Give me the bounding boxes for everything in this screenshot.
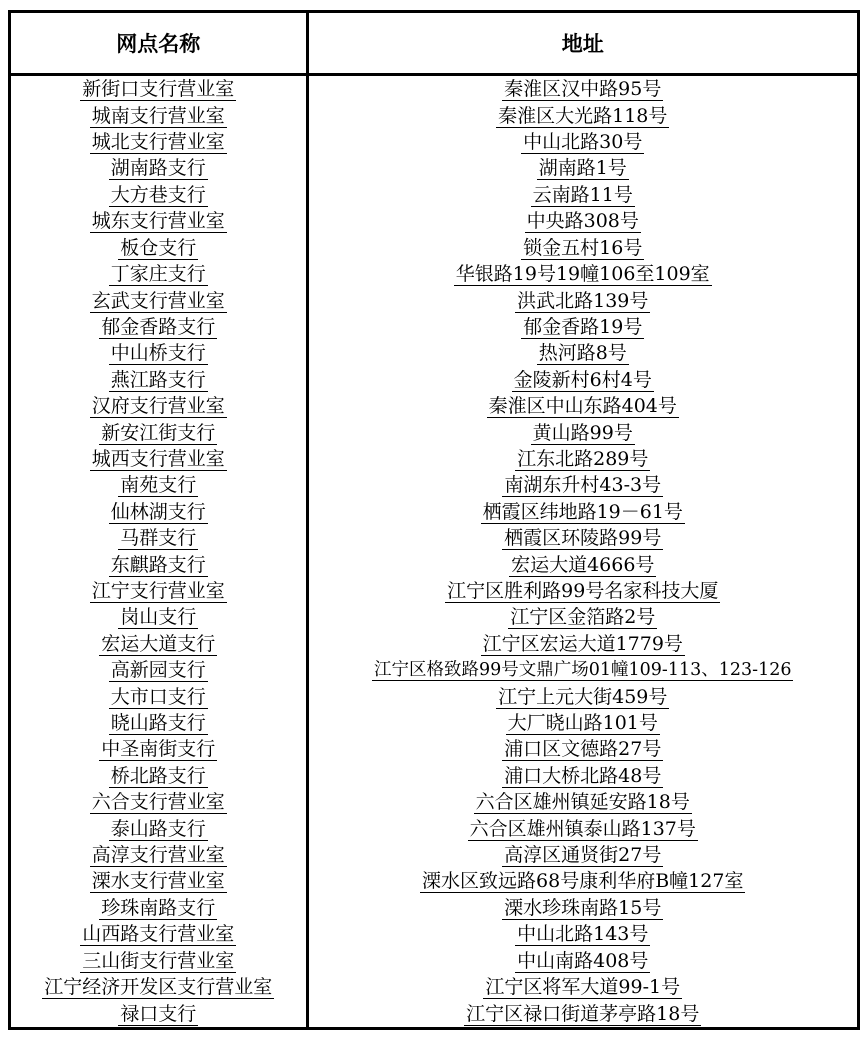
branch-name-cell xyxy=(11,551,307,577)
address-cell xyxy=(307,419,857,445)
branch-name: 中圣南街支行 xyxy=(101,738,216,761)
branch-address: 江宁上元大街459号 xyxy=(498,685,668,708)
branch-name-cell xyxy=(11,631,307,657)
branch-address: 秦淮区大光路118号 xyxy=(498,104,668,127)
address-cell xyxy=(307,683,857,709)
table-row xyxy=(11,129,857,155)
table-row xyxy=(11,287,857,313)
branch-name: 城南支行营业室 xyxy=(91,104,225,127)
branch-name: 中山桥支行 xyxy=(110,342,206,365)
address-cell xyxy=(307,815,857,841)
branch-address: 江东北路289号 xyxy=(517,447,649,470)
branch-name: 南苑支行 xyxy=(120,474,197,497)
branch-name-cell xyxy=(11,419,307,445)
branch-name-cell xyxy=(11,472,307,498)
branch-address: 江宁区格致路99号文鼎广场01幢109-113、123-126 xyxy=(374,660,792,681)
branch-name-cell xyxy=(11,710,307,736)
branch-name-cell xyxy=(11,102,307,128)
address-cell xyxy=(307,102,857,128)
table-row xyxy=(11,736,857,762)
address-cell xyxy=(307,947,857,973)
branch-address: 六合区雄州镇延安路18号 xyxy=(475,791,690,814)
table-row xyxy=(11,974,857,1000)
branch-address: 热河路8号 xyxy=(538,342,627,365)
header-branch-name: 网点名称 xyxy=(11,13,307,75)
branch-name: 城西支行营业室 xyxy=(91,447,225,470)
branch-name-cell xyxy=(11,155,307,181)
address-cell xyxy=(307,921,857,947)
address-cell xyxy=(307,736,857,762)
branch-address: 江宁区将军大道99-1号 xyxy=(485,976,681,999)
branch-address: 郁金香路19号 xyxy=(523,315,643,338)
branch-name-cell xyxy=(11,763,307,789)
branch-name-cell xyxy=(11,525,307,551)
branch-name-cell xyxy=(11,736,307,762)
table-row xyxy=(11,551,857,577)
branch-name: 溧水支行营业室 xyxy=(91,870,225,893)
branch-name-cell xyxy=(11,208,307,234)
branch-name: 禄口支行 xyxy=(120,1002,197,1025)
branch-name-cell xyxy=(11,129,307,155)
branch-address: 金陵新村6村4号 xyxy=(513,368,652,391)
table-row xyxy=(11,235,857,261)
branch-name: 晓山路支行 xyxy=(110,712,206,735)
branch-name-cell xyxy=(11,235,307,261)
branch-name: 东麒路支行 xyxy=(110,553,206,576)
branch-address: 南湖东升村43-3号 xyxy=(504,474,662,497)
branch-address: 溧水珍珠南路15号 xyxy=(504,896,662,919)
branch-name: 城北支行营业室 xyxy=(91,131,225,154)
branch-address: 黄山路99号 xyxy=(532,421,633,444)
address-cell xyxy=(307,578,857,604)
branch-address: 浦口区文德路27号 xyxy=(504,738,662,761)
header-row xyxy=(11,13,857,75)
table-row xyxy=(11,868,857,894)
branch-address: 中山南路408号 xyxy=(517,949,649,972)
branch-address: 江宁区胜利路99号名家科技大厦 xyxy=(447,579,719,602)
table-row xyxy=(11,182,857,208)
address-cell xyxy=(307,208,857,234)
header-address: 地址 xyxy=(307,13,857,75)
branch-address: 中央路308号 xyxy=(526,210,639,233)
branch-address: 中山北路30号 xyxy=(523,131,643,154)
address-cell xyxy=(307,446,857,472)
table-row xyxy=(11,525,857,551)
branch-name-cell xyxy=(11,815,307,841)
branch-address: 江宁区宏运大道1779号 xyxy=(482,632,683,655)
table-row xyxy=(11,578,857,604)
table-row xyxy=(11,710,857,736)
branch-name: 高新园支行 xyxy=(110,659,206,682)
branch-name-cell xyxy=(11,499,307,525)
address-cell xyxy=(307,842,857,868)
branch-name: 岗山支行 xyxy=(120,606,197,629)
table-row xyxy=(11,367,857,393)
branch-address: 云南路11号 xyxy=(532,183,633,206)
branch-name-cell xyxy=(11,657,307,683)
branch-name-cell xyxy=(11,604,307,630)
branch-address: 六合区雄州镇泰山路137号 xyxy=(469,817,696,840)
address-cell xyxy=(307,1000,857,1027)
address-cell xyxy=(307,895,857,921)
table-row xyxy=(11,1000,857,1027)
table-row xyxy=(11,763,857,789)
branch-name: 六合支行营业室 xyxy=(91,791,225,814)
table-row xyxy=(11,419,857,445)
branch-address: 湖南路1号 xyxy=(538,157,627,180)
table-row xyxy=(11,340,857,366)
branch-name: 仙林湖支行 xyxy=(110,500,206,523)
table-row xyxy=(11,842,857,868)
branch-name: 三山街支行营业室 xyxy=(82,949,235,972)
branch-name: 新安江街支行 xyxy=(101,421,216,444)
table-row xyxy=(11,314,857,340)
address-cell xyxy=(307,499,857,525)
branch-name: 郁金香路支行 xyxy=(101,315,216,338)
branch-address: 浦口大桥北路48号 xyxy=(504,764,662,787)
branch-name-cell xyxy=(11,842,307,868)
branch-name: 大方巷支行 xyxy=(110,183,206,206)
address-cell xyxy=(307,974,857,1000)
address-cell xyxy=(307,367,857,393)
table-row xyxy=(11,472,857,498)
table-row xyxy=(11,683,857,709)
address-cell xyxy=(307,235,857,261)
address-cell xyxy=(307,710,857,736)
address-cell xyxy=(307,763,857,789)
table-row xyxy=(11,789,857,815)
branch-table xyxy=(11,13,857,1027)
branch-address: 江宁区金箔路2号 xyxy=(510,606,656,629)
branch-name: 江宁支行营业室 xyxy=(91,579,225,602)
address-cell xyxy=(307,631,857,657)
address-cell xyxy=(307,129,857,155)
branch-address: 秦淮区中山东路404号 xyxy=(488,395,677,418)
branch-name-cell xyxy=(11,340,307,366)
branch-name-cell xyxy=(11,921,307,947)
branch-name-cell xyxy=(11,578,307,604)
branch-name-cell xyxy=(11,287,307,313)
branch-name-cell xyxy=(11,1000,307,1027)
branch-address: 宏运大道4666号 xyxy=(511,553,655,576)
branch-name-cell xyxy=(11,367,307,393)
branch-name: 湖南路支行 xyxy=(110,157,206,180)
address-cell xyxy=(307,472,857,498)
address-cell xyxy=(307,604,857,630)
address-cell xyxy=(307,657,857,683)
table-body xyxy=(11,75,857,1028)
address-cell xyxy=(307,182,857,208)
table-row xyxy=(11,261,857,287)
table-row xyxy=(11,75,857,103)
address-cell xyxy=(307,261,857,287)
branch-name-cell xyxy=(11,947,307,973)
address-cell xyxy=(307,155,857,181)
branch-name: 新街口支行营业室 xyxy=(82,78,235,101)
table-row xyxy=(11,631,857,657)
address-cell xyxy=(307,314,857,340)
table-row xyxy=(11,102,857,128)
branch-name-cell xyxy=(11,182,307,208)
table-row xyxy=(11,895,857,921)
table-row xyxy=(11,393,857,419)
table-row xyxy=(11,155,857,181)
address-cell xyxy=(307,789,857,815)
branch-name: 宏运大道支行 xyxy=(101,632,216,655)
table-row xyxy=(11,815,857,841)
branch-name: 城东支行营业室 xyxy=(91,210,225,233)
branch-name-cell xyxy=(11,446,307,472)
branch-address: 华银路19号19幢106至109室 xyxy=(455,263,710,286)
branch-name: 板仓支行 xyxy=(120,236,197,259)
address-cell xyxy=(307,525,857,551)
branch-name-cell xyxy=(11,789,307,815)
branch-name: 山西路支行营业室 xyxy=(82,923,235,946)
branch-address: 锁金五村16号 xyxy=(523,236,643,259)
branch-name-cell xyxy=(11,314,307,340)
branch-name-cell xyxy=(11,895,307,921)
table-row xyxy=(11,947,857,973)
branch-address: 江宁区禄口街道茅亭路18号 xyxy=(466,1002,700,1025)
branch-name: 玄武支行营业室 xyxy=(91,289,225,312)
branch-name-cell xyxy=(11,868,307,894)
address-cell xyxy=(307,868,857,894)
address-cell xyxy=(307,340,857,366)
table-row xyxy=(11,657,857,683)
branch-name: 燕江路支行 xyxy=(110,368,206,391)
branch-name-cell xyxy=(11,393,307,419)
branch-address: 高淳区通贤街27号 xyxy=(504,844,662,867)
branch-name: 桥北路支行 xyxy=(110,764,206,787)
branch-name: 汉府支行营业室 xyxy=(91,395,225,418)
branch-name-cell xyxy=(11,75,307,103)
table-row xyxy=(11,208,857,234)
branch-address: 栖霞区环陵路99号 xyxy=(504,527,662,550)
address-cell xyxy=(307,393,857,419)
branch-name: 丁家庄支行 xyxy=(110,263,206,286)
branch-name-cell xyxy=(11,261,307,287)
branch-address: 大厂晓山路101号 xyxy=(507,712,658,735)
branch-name: 高淳支行营业室 xyxy=(91,844,225,867)
branch-address: 栖霞区纬地路19－61号 xyxy=(482,500,683,523)
table-row xyxy=(11,499,857,525)
address-cell xyxy=(307,75,857,103)
branch-name: 泰山路支行 xyxy=(110,817,206,840)
branch-address: 溧水区致远路68号康利华府B幢127室 xyxy=(422,870,744,893)
branch-address: 洪武北路139号 xyxy=(517,289,649,312)
branch-name-cell xyxy=(11,683,307,709)
address-cell xyxy=(307,551,857,577)
table-row xyxy=(11,446,857,472)
branch-name: 大市口支行 xyxy=(110,685,206,708)
branch-name: 珍珠南路支行 xyxy=(101,896,216,919)
branch-name-cell xyxy=(11,974,307,1000)
branch-address: 中山北路143号 xyxy=(517,923,649,946)
branch-address: 秦淮区汉中路95号 xyxy=(504,78,662,101)
address-cell xyxy=(307,287,857,313)
table-row xyxy=(11,921,857,947)
branch-table-sheet xyxy=(8,10,860,1030)
branch-name: 江宁经济开发区支行营业室 xyxy=(44,976,273,999)
table-row xyxy=(11,604,857,630)
branch-name: 马群支行 xyxy=(120,527,197,550)
